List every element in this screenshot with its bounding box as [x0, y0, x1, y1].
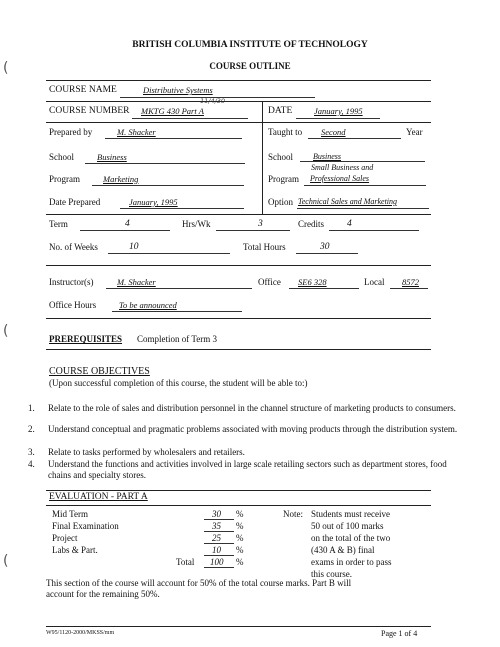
- office-hours-line: [112, 311, 242, 312]
- total-hours-value: 30: [320, 242, 330, 252]
- objective-number: 4.: [28, 459, 35, 469]
- handwritten-note: 11/4/30: [200, 97, 226, 105]
- evaluation-top-rule: [46, 490, 431, 491]
- page-number: Page 1 of 4: [381, 629, 418, 638]
- objective-text: Understand the functions and activities involved in large scale retailing sectors such as department stores, food chains and specialty stores.: [48, 459, 447, 480]
- course-outline-title: COURSE OUTLINE: [209, 61, 291, 71]
- objective-text: Relate to tasks performed by wholesalers and retailers.: [48, 447, 245, 457]
- eval-note-line: this course.: [311, 569, 352, 579]
- objective-text: Relate to the role of sales and distribution personnel in the channel structure of marketing products to consumers.: [48, 403, 456, 413]
- margin-mark-1: (: [3, 60, 9, 76]
- evaluation-heading: EVALUATION - PART A: [49, 492, 148, 502]
- eval-row-label: Labs & Part.: [52, 545, 98, 555]
- course-name-label: COURSE NAME: [49, 85, 117, 95]
- course-number-label: COURSE NUMBER: [49, 106, 130, 116]
- eval-row-pct: %: [236, 545, 244, 555]
- instructor-bottom-rule: [46, 318, 431, 319]
- eval-note-line: exams in order to pass: [311, 557, 392, 567]
- eval-row-value: 10: [212, 545, 221, 555]
- weeks-value: 10: [129, 242, 139, 252]
- form-divider: [262, 101, 263, 214]
- course-number-rule: [46, 122, 431, 123]
- date-prepared-label: Date Prepared: [49, 197, 101, 207]
- institution-title: BRITISH COLUMBIA INSTITUTE OF TECHNOLOGY: [132, 40, 368, 50]
- hrs-label: Hrs/Wk: [182, 219, 211, 229]
- program-label: Program: [49, 174, 80, 184]
- eval-row-label: Final Examination: [52, 521, 119, 531]
- prereq-value: Completion of Term 3: [137, 334, 217, 344]
- term-line: [80, 230, 170, 231]
- program2-line: [304, 185, 426, 186]
- form-middle-rule: [46, 214, 431, 215]
- option-line: [297, 208, 429, 209]
- date-value: January, 1995: [314, 106, 363, 116]
- program-line: [92, 185, 244, 186]
- date-prepared-value: January, 1995: [129, 197, 178, 207]
- total-hours-label: Total Hours: [243, 242, 286, 252]
- school2-value: Business: [313, 152, 341, 161]
- objectives-intro: (Upon successful completion of this course, the student will be able to:): [49, 378, 308, 388]
- objective-text: Understand conceptual and pragmatic problems associated with moving products through the distribution system.: [48, 424, 458, 434]
- eval-total-line: [204, 567, 234, 568]
- taught-to-value: Second: [321, 127, 346, 137]
- margin-mark-2: (: [3, 323, 9, 339]
- option-label: Option: [268, 197, 294, 207]
- objective-number: 1.: [28, 403, 35, 413]
- objective-item: [28, 459, 468, 481]
- term-label: Term: [49, 219, 68, 229]
- eval-row-pct: %: [236, 509, 244, 519]
- office-value: SE6 328: [298, 277, 327, 287]
- office-line: [289, 288, 359, 289]
- course-name-rule: [46, 101, 431, 102]
- credits-label: Credits: [298, 219, 324, 229]
- date-label: DATE: [268, 106, 293, 116]
- local-line: [390, 288, 428, 289]
- margin-mark-3: (: [3, 553, 9, 569]
- office-hours-value: To be announced: [119, 300, 177, 310]
- local-value: 8572: [402, 277, 419, 287]
- eval-note-line: (430 A & B) final: [311, 545, 375, 555]
- objective-item: [28, 447, 468, 458]
- credits-value: 4: [347, 219, 352, 229]
- objective-number: 3.: [28, 447, 35, 457]
- prepared-by-line: [105, 138, 242, 139]
- page-footer-rule: [46, 626, 431, 627]
- objective-item: [28, 403, 468, 425]
- instructor-line: [106, 288, 252, 289]
- prepared-by-label: Prepared by: [49, 127, 93, 137]
- taught-to-label: Taught to: [268, 127, 303, 137]
- eval-row-line: [204, 543, 234, 544]
- eval-note-line: 50 out of 100 marks: [311, 521, 384, 531]
- date-prepared-line: [120, 208, 244, 209]
- date-line: [296, 118, 380, 119]
- instructor-value: M. Shacker: [117, 277, 156, 287]
- program-value: Marketing: [103, 174, 139, 184]
- eval-note-line: on the total of the two: [311, 533, 391, 543]
- prereq-bottom-rule: [46, 349, 431, 350]
- year-label: Year: [406, 127, 423, 137]
- file-code: W95/1120-2000/MKSS/mm: [46, 630, 115, 636]
- weeks-label: No. of Weeks: [49, 242, 98, 252]
- term-bottom-rule: [46, 265, 431, 266]
- eval-row-label: Mid Term: [52, 509, 88, 519]
- local-label: Local: [364, 277, 385, 287]
- school2-label: School: [268, 152, 294, 162]
- eval-row-pct: %: [236, 533, 244, 543]
- total-hours-line: [296, 253, 358, 254]
- eval-note-label: Note:: [283, 509, 303, 519]
- evaluation-heading-rule: [46, 505, 431, 506]
- term-value: 4: [125, 219, 130, 229]
- hrs-value: 3: [258, 219, 263, 229]
- eval-row-pct: %: [236, 521, 244, 531]
- eval-total-pct: %: [236, 557, 244, 567]
- office-label: Office: [258, 277, 281, 287]
- eval-row-value: 30: [212, 509, 221, 519]
- eval-footer-text-2: account for the remaining 50%.: [46, 589, 160, 599]
- program2-sub: Small Business and: [311, 163, 374, 172]
- course-name-line: [120, 97, 315, 98]
- objectives-heading: COURSE OBJECTIVES: [49, 366, 150, 377]
- office-hours-label: Office Hours: [49, 300, 97, 310]
- objective-item: [28, 424, 468, 446]
- eval-row-line: [204, 555, 234, 556]
- objective-number: 2.: [28, 424, 35, 434]
- eval-total-label: Total: [176, 557, 195, 567]
- course-number-value: MKTG 430 Part A: [141, 106, 204, 116]
- school-label: School: [49, 152, 75, 162]
- course-number-line: [132, 118, 248, 119]
- option-value: Technical Sales and Marketing: [298, 197, 398, 206]
- form-top-rule: [46, 80, 431, 81]
- school2-line: [300, 161, 425, 162]
- course-name-value: Distributive Systems: [143, 85, 213, 95]
- program2-label: Program: [268, 174, 299, 184]
- eval-row-line: [204, 531, 234, 532]
- instructor-label: Instructor(s): [49, 277, 94, 287]
- eval-total-value: 100: [210, 557, 224, 567]
- eval-row-value: 25: [212, 533, 221, 543]
- program2-value: Professional Sales: [310, 174, 370, 183]
- prereq-heading: PREREQUISITES: [49, 334, 123, 344]
- hrs-line: [216, 230, 290, 231]
- prepared-by-value: M. Shacker: [117, 127, 156, 137]
- school-line: [85, 163, 245, 164]
- eval-row-label: Project: [52, 533, 78, 543]
- credits-line: [329, 230, 419, 231]
- eval-row-line: [204, 519, 234, 520]
- eval-row-value: 35: [212, 521, 221, 531]
- taught-to-line: [308, 138, 401, 139]
- eval-note-line: Students must receive: [311, 509, 390, 519]
- eval-footer-text-1: This section of the course will account for 50% of the total course marks. Part B will: [46, 578, 352, 588]
- school-value: Business: [97, 152, 127, 162]
- weeks-line: [108, 253, 230, 254]
